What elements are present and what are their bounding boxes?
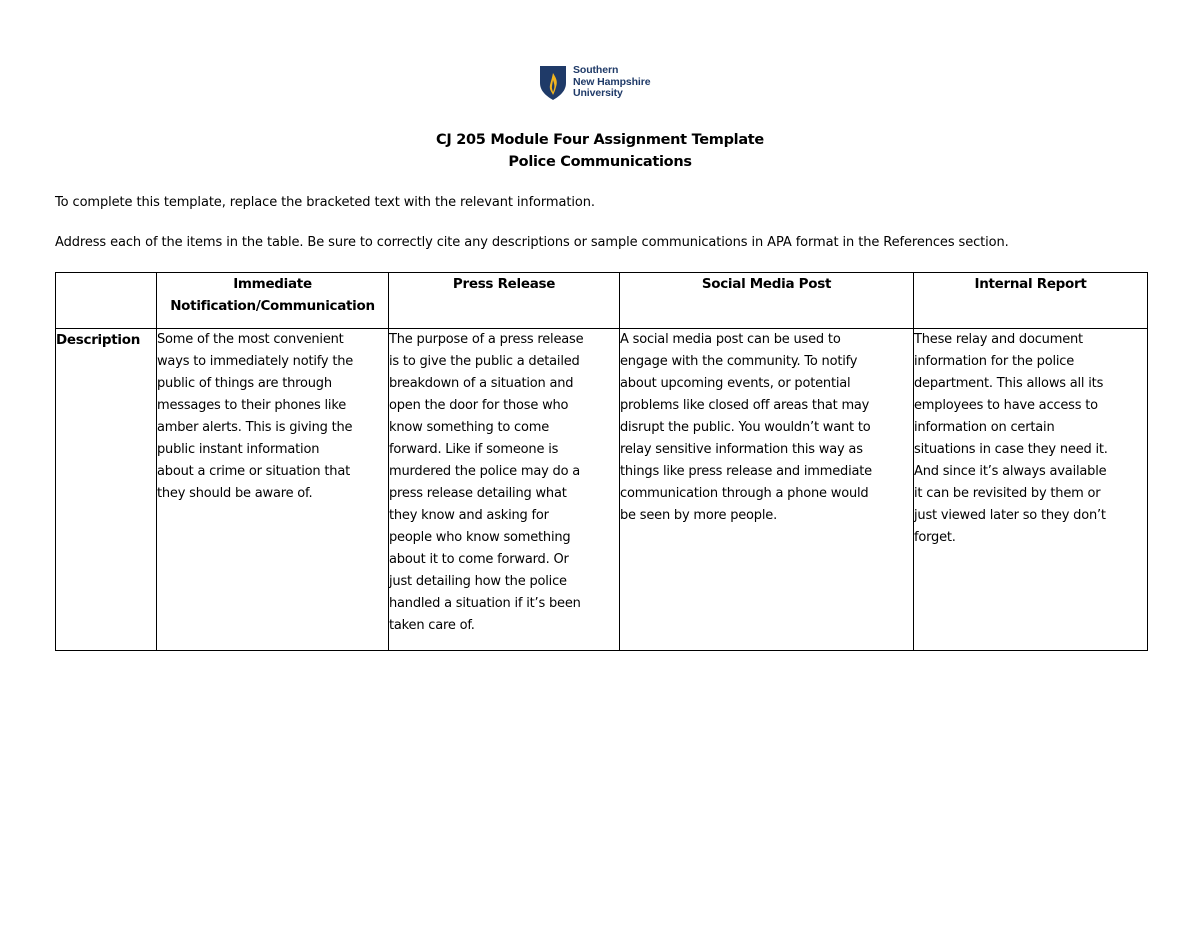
instruction-text-2: Address each of the items in the table. Be sure to correctly cite any descriptions or sample communications in APA format in the References section. xyxy=(55,235,1009,250)
text-line: handled a situation if it’s been xyxy=(389,596,581,611)
text-line: things like press release and immediate xyxy=(620,464,872,479)
text-line: breakdown of a situation and xyxy=(389,376,574,391)
logo-line-3: University xyxy=(573,87,623,99)
header-immediate-notification xyxy=(157,273,389,329)
text-line: it can be revisited by them or xyxy=(914,486,1101,501)
instruction-text-1: To complete this template, replace the bracketed text with the relevant information. xyxy=(55,195,595,210)
text-line: public instant information xyxy=(157,442,320,457)
text-line: forget. xyxy=(914,530,956,545)
text-line: about a crime or situation that xyxy=(157,464,350,479)
text-line: people who know something xyxy=(389,530,571,545)
header-empty-cell xyxy=(56,273,157,329)
text-line: forward. Like if someone is xyxy=(389,442,559,457)
row-label-description: Description xyxy=(56,329,157,651)
text-line: department. This allows all its xyxy=(914,376,1104,391)
logo-line-2: New Hampshire xyxy=(573,75,651,88)
shield-flame-icon xyxy=(539,65,567,101)
text-line: is to give the public a detailed xyxy=(389,354,580,369)
text-line: communication through a phone would xyxy=(620,486,869,501)
text-line: know something to come xyxy=(389,420,549,435)
title-line-2: Police Communications xyxy=(508,154,692,170)
text-line: engage with the community. To notify xyxy=(620,354,858,369)
text-line: murdered the police may do a xyxy=(389,464,581,479)
text-line: problems like closed off areas that may xyxy=(620,398,870,413)
document-title xyxy=(0,129,1200,173)
text-line: about upcoming events, or potential xyxy=(620,376,851,391)
text-line: Some of the most convenient xyxy=(157,332,344,347)
communications-table xyxy=(55,272,1148,651)
table-row-description xyxy=(56,329,1148,651)
text-line: ways to immediately notify the xyxy=(157,354,354,369)
header-internal-report: Internal Report xyxy=(914,273,1148,329)
cell-internal-report-description[interactable] xyxy=(914,329,1148,651)
text-line: The purpose of a press release xyxy=(389,332,584,347)
text-line: information for the police xyxy=(914,354,1075,369)
cell-social-media-description[interactable] xyxy=(620,329,914,651)
text-line: about it to come forward. Or xyxy=(389,552,569,567)
title-line-1: CJ 205 Module Four Assignment Template xyxy=(436,132,764,148)
text-line: information on certain xyxy=(914,420,1055,435)
text-line: employees to have access to xyxy=(914,398,1098,413)
text-line: disrupt the public. You wouldn’t want to xyxy=(620,420,871,435)
text-line: open the door for those who xyxy=(389,398,569,413)
text-line: A social media post can be used to xyxy=(620,332,841,347)
logo-line-1: Southern xyxy=(573,64,619,76)
table-header-row xyxy=(56,273,1148,329)
text-line: just viewed later so they don’t xyxy=(914,508,1106,523)
header-social-media-post: Social Media Post xyxy=(620,273,914,329)
cell-immediate-description[interactable] xyxy=(157,329,389,651)
text-line: relay sensitive information this way as xyxy=(620,442,863,457)
text-line: amber alerts. This is giving the xyxy=(157,420,353,435)
header-immediate-line-2: Notification/Communication xyxy=(170,298,375,314)
text-line: And since it’s always available xyxy=(914,464,1107,479)
text-line: public of things are through xyxy=(157,376,332,391)
text-line: These relay and document xyxy=(914,332,1083,347)
text-line: messages to their phones like xyxy=(157,398,347,413)
text-line: press release detailing what xyxy=(389,486,567,501)
text-line: they know and asking for xyxy=(389,508,549,523)
cell-press-release-description[interactable] xyxy=(389,329,620,651)
text-line: they should be aware of. xyxy=(157,486,313,501)
text-line: be seen by more people. xyxy=(620,508,778,523)
text-line: situations in case they need it. xyxy=(914,442,1108,457)
header-press-release: Press Release xyxy=(389,273,620,329)
university-wordmark xyxy=(573,65,650,100)
text-line: just detailing how the police xyxy=(389,574,567,589)
header-immediate-line-1: Immediate xyxy=(233,276,312,292)
university-logo xyxy=(539,65,669,103)
text-line: taken care of. xyxy=(389,618,475,633)
